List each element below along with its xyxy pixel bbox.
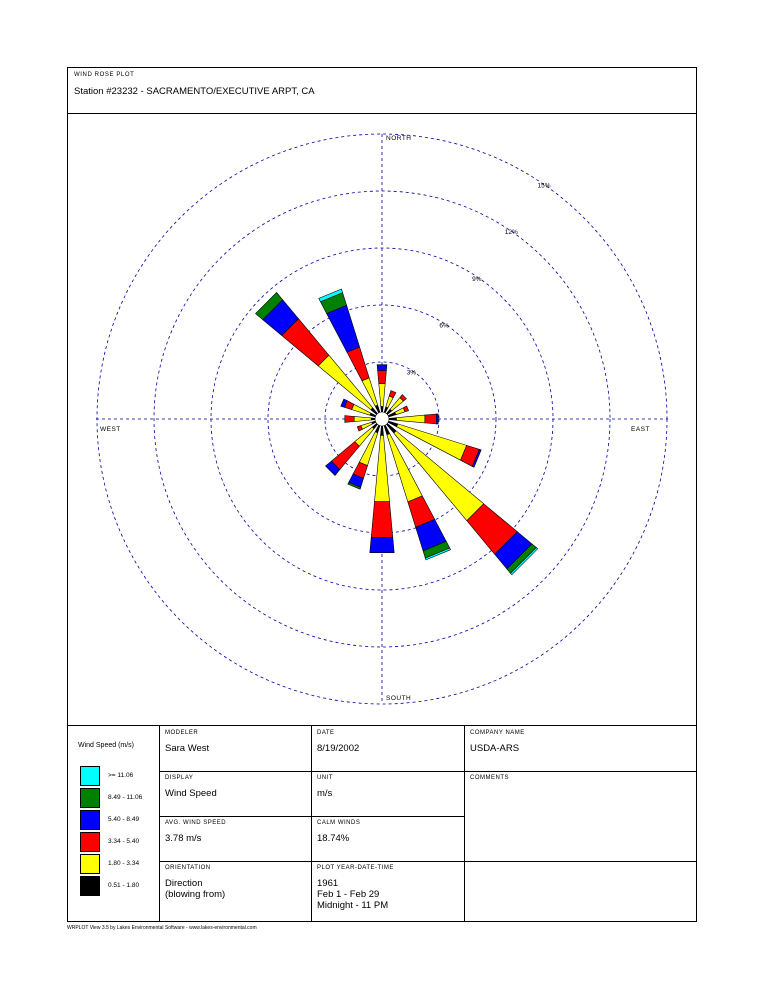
date-value: 8/19/2002 — [317, 743, 360, 754]
plot-header — [68, 68, 696, 114]
petal-s-class-3 — [371, 502, 393, 538]
ring-label: 15% — [537, 182, 551, 190]
plot-time-value — [317, 878, 388, 911]
petal-nne-class-2 — [386, 396, 393, 408]
petal-n-class-4 — [377, 365, 387, 371]
modeler-cell — [159, 726, 311, 771]
display-label: DISPLAY — [165, 775, 194, 781]
plot-time-cell — [311, 861, 464, 922]
compass-east-label: EAST — [631, 426, 650, 433]
legend-item — [80, 876, 160, 897]
petal-e-class-1 — [389, 418, 397, 421]
ring-label: 12% — [504, 229, 518, 237]
plot-hours: Midnight - 11 PM — [317, 900, 389, 911]
legend-item — [80, 832, 160, 853]
company-label: COMPANY NAME — [470, 730, 525, 736]
petal-nnw-class-3 — [347, 347, 369, 381]
modeler-value: Sara West — [165, 743, 210, 754]
calm-winds-value: 18.74% — [317, 833, 350, 844]
petal-n-class-1 — [381, 406, 383, 412]
legend-item — [80, 810, 160, 831]
calm-winds-label: CALM WINDS — [317, 820, 361, 826]
petal-s-class-1 — [381, 426, 384, 435]
legend-swatch — [80, 832, 100, 852]
legend-label: 5.40 - 8.49 — [108, 816, 140, 823]
display-value: Wind Speed — [165, 788, 217, 799]
orientation-value — [165, 878, 225, 900]
comments-label: COMMENTS — [470, 775, 509, 781]
unit-cell — [311, 771, 464, 816]
legend-item — [80, 766, 160, 787]
legend-swatch — [80, 788, 100, 808]
row-divider — [159, 771, 696, 772]
petal-w-class-3 — [345, 416, 354, 423]
legend-item — [80, 854, 160, 875]
plot-dates: Feb 1 - Feb 29 — [317, 889, 380, 900]
petal-w-class-2 — [354, 417, 371, 422]
legend-swatch — [80, 766, 100, 786]
legend-item — [80, 788, 160, 809]
petal-nnw-class-4 — [327, 305, 360, 352]
orientation-line-2: (blowing from) — [165, 889, 226, 900]
legend-label: >= 11.06 — [108, 772, 134, 779]
petal-e-class-3 — [425, 414, 436, 424]
info-panel — [68, 725, 696, 922]
orientation-cell — [159, 861, 311, 922]
calm-center-circle — [375, 412, 389, 426]
empty-cell — [464, 861, 696, 922]
company-value: USDA-ARS — [470, 743, 520, 754]
ring-label: 9% — [472, 275, 482, 283]
avg-speed-cell — [159, 816, 311, 861]
legend-swatch — [80, 854, 100, 874]
legend-swatch — [80, 876, 100, 896]
modeler-label: MODELER — [165, 730, 199, 736]
wind-rose-plot — [68, 114, 696, 725]
legend-label: 8.49 - 11.06 — [108, 794, 143, 801]
plot-type-label: WIND ROSE PLOT — [74, 72, 135, 78]
ring-label: 6% — [439, 322, 449, 330]
comments-cell — [464, 771, 696, 861]
petal-e-class-4 — [436, 414, 438, 424]
unit-value: m/s — [317, 788, 333, 799]
avg-speed-label: AVG. WIND SPEED — [165, 820, 227, 826]
row-divider — [159, 816, 464, 817]
compass-south-label: SOUTH — [386, 695, 412, 702]
petal-w-class-1 — [371, 418, 375, 420]
station-title: Station #23232 - SACRAMENTO/EXECUTIVE ARPT, CA — [74, 86, 315, 97]
ring-label: 3% — [406, 369, 417, 377]
unit-label: UNIT — [317, 775, 333, 781]
wind-rose-chart — [68, 114, 696, 725]
petal-e-class-2 — [397, 415, 425, 423]
compass-west-label: WEST — [100, 426, 121, 433]
wind-rose-frame — [67, 67, 697, 922]
petal-n-class-2 — [379, 384, 385, 407]
legend-label: 1.80 - 3.34 — [108, 860, 140, 867]
petal-n-class-3 — [378, 370, 387, 383]
legend-swatch — [80, 810, 100, 830]
company-cell — [464, 726, 696, 771]
legend-title: Wind Speed (m/s) — [78, 742, 135, 749]
petal-s-class-4 — [370, 538, 394, 553]
calm-winds-cell — [311, 816, 464, 861]
software-credit: WRPLOT View 3.5 by Lakes Environmental Software - www.lakes-environmental.com — [67, 925, 257, 931]
compass-north-label: NORTH — [386, 135, 412, 142]
petal-nne-class-3 — [389, 391, 396, 398]
plot-time-label: PLOT YEAR-DATE-TIME — [317, 865, 394, 871]
date-cell — [311, 726, 464, 771]
date-label: DATE — [317, 730, 335, 736]
legend-panel — [68, 726, 159, 922]
petal-s-class-2 — [375, 435, 390, 501]
display-cell — [159, 771, 311, 816]
legend-label: 3.34 - 5.40 — [108, 838, 140, 845]
orientation-label: ORIENTATION — [165, 865, 211, 871]
avg-speed-value: 3.78 m/s — [165, 833, 202, 844]
orientation-line-1: Direction — [165, 878, 203, 889]
plot-year: 1961 — [317, 878, 339, 889]
legend-label: 0.51 - 1.80 — [108, 882, 140, 889]
row-divider — [159, 861, 696, 862]
